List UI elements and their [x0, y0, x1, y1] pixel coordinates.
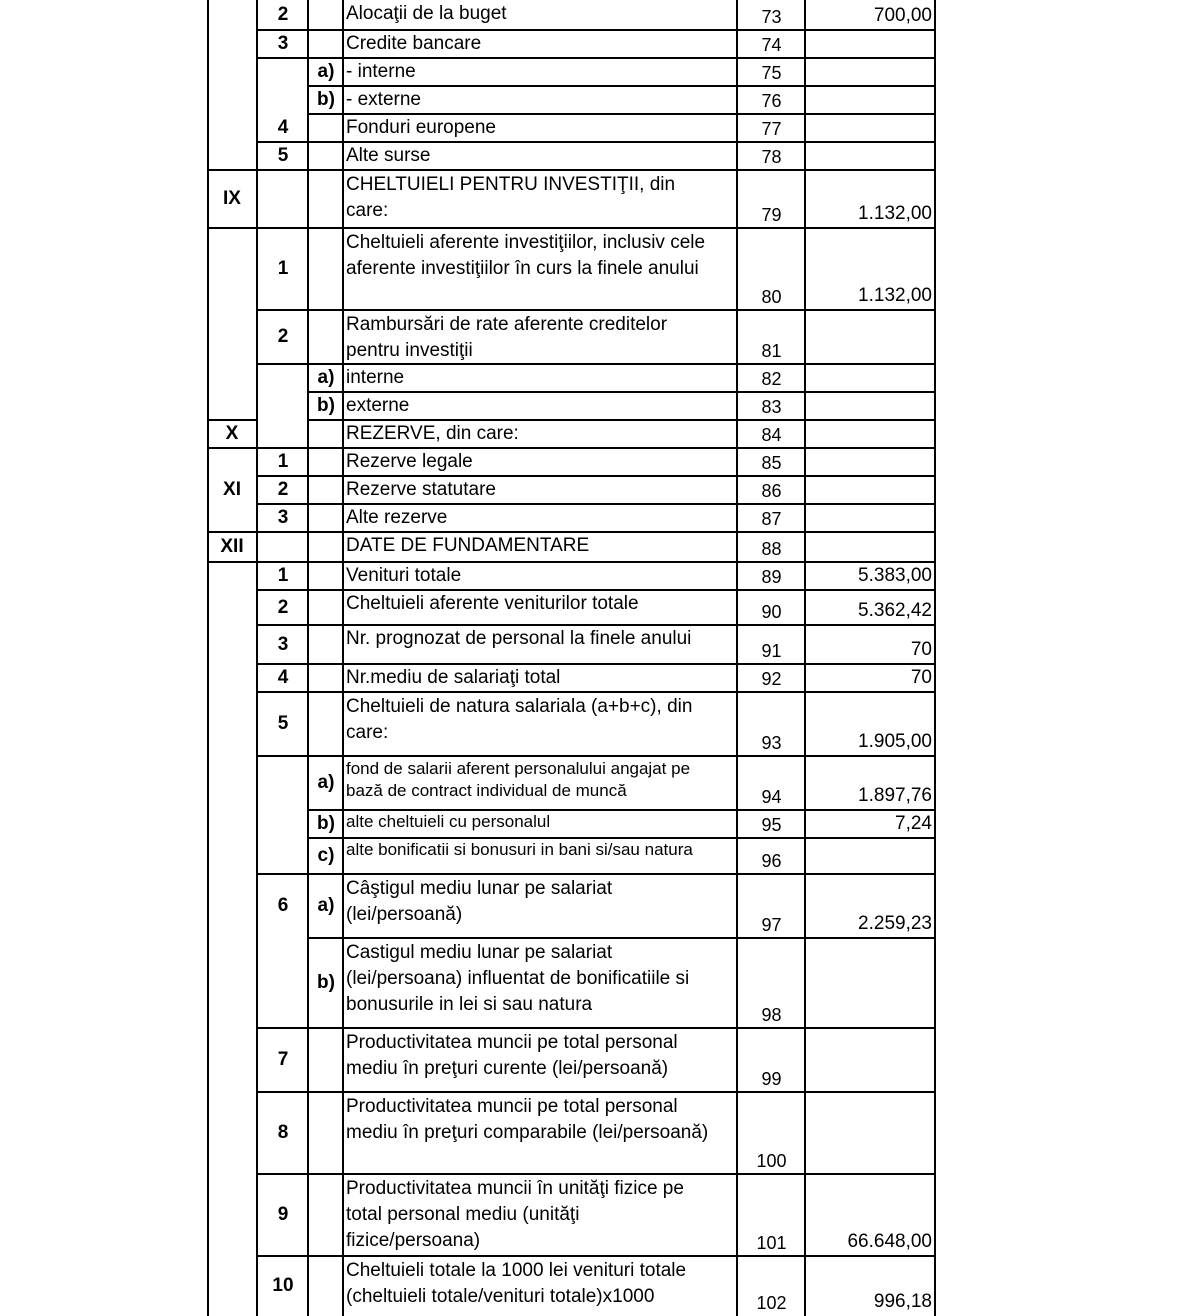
row-rule	[256, 1255, 936, 1257]
row-code: 102	[756, 1293, 787, 1313]
row-code: 79	[761, 205, 782, 225]
row-code: 94	[761, 787, 782, 807]
row-value: 1.132,00	[858, 285, 932, 306]
row-code: 100	[756, 1151, 787, 1171]
row-code: 75	[761, 63, 782, 83]
row-number: 10	[272, 1275, 294, 1296]
row-code: 99	[761, 1069, 782, 1089]
row-number: 5	[277, 713, 289, 734]
row-code: 76	[761, 91, 782, 111]
row-code: 93	[761, 733, 782, 753]
row-rule	[256, 169, 936, 171]
sub-letter: a)	[317, 772, 335, 793]
row-value: 700,00	[873, 5, 932, 26]
row-rule	[256, 1027, 936, 1029]
column-rule	[342, 0, 344, 1316]
row-code: 98	[761, 1005, 782, 1025]
row-description: externe	[346, 395, 410, 416]
column-rule	[256, 0, 258, 1316]
row-rule	[207, 447, 258, 449]
row-description: alte bonificatii si bonusuri in bani si/sau natura	[346, 840, 693, 859]
row-value: 70	[910, 667, 932, 688]
row-rule	[207, 531, 258, 533]
row-description: REZERVE, din care:	[346, 423, 519, 444]
row-description: Nr. prognozat de personal la finele anului	[346, 628, 692, 649]
row-rule	[207, 419, 258, 421]
row-rule	[207, 227, 258, 229]
row-code: 91	[761, 641, 782, 661]
row-code: 78	[761, 147, 782, 167]
chapter-label: X	[225, 423, 239, 444]
row-number: 2	[277, 4, 289, 25]
row-description: Nr.mediu de salariaţi total	[346, 667, 561, 688]
row-number: 1	[277, 451, 289, 472]
row-description: CHELTUIELI PENTRU INVESTIŢII, din care:	[346, 174, 676, 221]
row-code: 86	[761, 481, 782, 501]
row-rule	[256, 873, 936, 875]
row-description: Productivitatea muncii în unităţi fizice pe total personal mediu (unităţi fizice/persoana)	[346, 1178, 684, 1251]
row-description: Cheltuieli aferente investiţiilor, inclusiv cele aferente investiţiilor în curs la finele anului	[346, 232, 706, 279]
sub-letter: b)	[317, 972, 335, 993]
chapter-label: IX	[223, 188, 241, 209]
row-code: 92	[761, 669, 782, 689]
column-rule	[934, 0, 936, 1316]
row-code: 97	[761, 915, 782, 935]
row-code: 88	[761, 539, 782, 559]
row-code: 74	[761, 35, 782, 55]
row-rule	[307, 937, 936, 939]
row-code: 85	[761, 453, 782, 473]
row-description: Credite bancare	[346, 33, 482, 54]
row-rule	[256, 755, 936, 757]
row-description: Fonduri europene	[346, 117, 496, 138]
sub-letter: b)	[317, 813, 335, 834]
row-value: 2.259,23	[858, 913, 932, 934]
row-number: 1	[277, 258, 289, 279]
row-code: 83	[761, 397, 782, 417]
row-value: 70	[910, 639, 932, 660]
row-value: 996,18	[873, 1291, 932, 1312]
row-description: alte cheltuieli cu personalul	[346, 812, 551, 831]
row-value: 5.362,42	[858, 600, 932, 621]
row-number: 2	[277, 326, 289, 347]
row-description: Alte surse	[346, 145, 431, 166]
row-number: 9	[277, 1204, 289, 1225]
sub-letter: a)	[317, 367, 335, 388]
row-number: 2	[277, 597, 289, 618]
row-rule	[256, 1173, 936, 1175]
row-description: fond de salarii aferent personalului angajat pe bază de contract individual de muncă	[346, 759, 691, 800]
row-description: Productivitatea muncii pe total personal mediu în preţuri comparabile (lei/persoană)	[346, 1096, 709, 1143]
row-code: 87	[761, 509, 782, 529]
sub-letter: a)	[317, 895, 335, 916]
row-description: Rezerve statutare	[346, 479, 496, 500]
row-value: 1.897,76	[858, 785, 932, 806]
row-description: Cheltuieli de natura salariala (a+b+c), din care:	[346, 696, 693, 743]
sub-letter: b)	[317, 89, 335, 110]
row-number: 2	[277, 479, 289, 500]
row-description: Alocaţii de la buget	[346, 3, 507, 24]
row-number: 7	[277, 1049, 289, 1070]
row-description: Rezerve legale	[346, 451, 473, 472]
row-description: Câştigul mediu lunar pe salariat (lei/persoană)	[346, 878, 613, 925]
row-description: DATE DE FUNDAMENTARE	[346, 535, 590, 556]
row-value: 1.905,00	[858, 731, 932, 752]
row-rule	[256, 227, 936, 229]
row-description: Venituri totale	[346, 565, 462, 586]
row-description: interne	[346, 367, 405, 388]
sub-letter: c)	[317, 845, 335, 866]
row-code: 101	[756, 1233, 787, 1253]
row-description: Rambursări de rate aferente creditelor pentru investiţii	[346, 314, 668, 361]
row-code: 81	[761, 341, 782, 361]
row-value: 7,24	[895, 813, 932, 834]
row-code: 84	[761, 425, 782, 445]
row-number: 4	[277, 117, 289, 138]
row-value: 1.132,00	[858, 203, 932, 224]
row-code: 82	[761, 369, 782, 389]
row-number: 6	[277, 895, 289, 916]
row-code: 90	[761, 602, 782, 622]
row-number: 8	[277, 1122, 289, 1143]
row-code: 96	[761, 851, 782, 871]
row-code: 89	[761, 567, 782, 587]
row-number: 3	[277, 634, 289, 655]
row-code: 77	[761, 119, 782, 139]
row-code: 73	[761, 7, 782, 27]
row-description: Cheltuieli totale la 1000 lei venituri totale (cheltuieli totale/venituri totale)x1000	[346, 1260, 687, 1307]
row-rule	[256, 691, 936, 693]
sub-letter: a)	[317, 61, 335, 82]
row-description: Cheltuieli aferente veniturilor totale	[346, 593, 639, 614]
row-description: Productivitatea muncii pe total personal mediu în preţuri curente (lei/persoană)	[346, 1032, 678, 1079]
row-description: - externe	[346, 89, 421, 110]
row-rule	[207, 561, 258, 563]
chapter-label: XI	[223, 479, 241, 500]
row-description: - interne	[346, 61, 416, 82]
column-rule	[307, 0, 309, 1316]
row-code: 80	[761, 287, 782, 307]
row-value: 66.648,00	[847, 1231, 932, 1252]
row-description: Alte rezerve	[346, 507, 448, 528]
row-number: 3	[277, 33, 289, 54]
row-description: Castigul mediu lunar pe salariat (lei/persoana) influentat de bonificatiile si bonusurile in lei si sau natura	[346, 942, 690, 1015]
row-rule	[256, 1091, 936, 1093]
row-number: 1	[277, 565, 289, 586]
row-rule	[256, 309, 936, 311]
sub-letter: b)	[317, 395, 335, 416]
row-number: 5	[277, 145, 289, 166]
row-value: 5.383,00	[858, 565, 932, 586]
chapter-label: XII	[220, 536, 244, 557]
row-rule	[207, 169, 258, 171]
row-number: 3	[277, 507, 289, 528]
row-code: 95	[761, 815, 782, 835]
row-number: 4	[277, 667, 289, 688]
